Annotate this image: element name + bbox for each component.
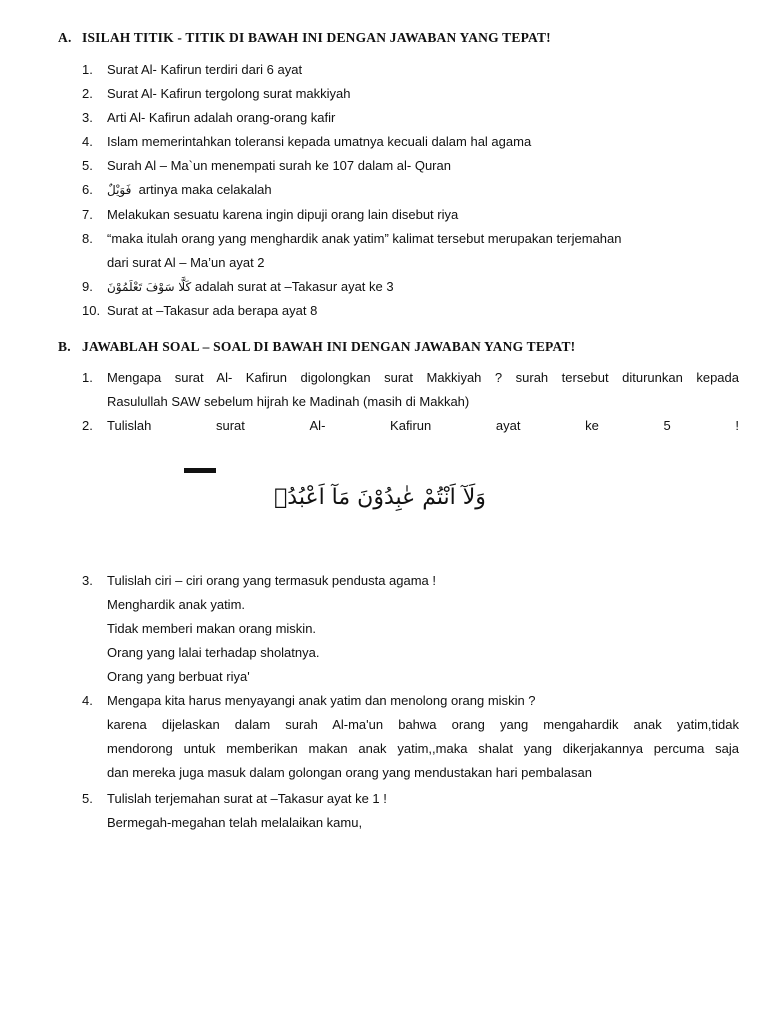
answer-line: Orang yang berbuat riya'	[107, 669, 250, 684]
arabic-verse: وَلَآ اَنْتُمْ عٰبِدُوْنَ مَآ اَعْبُدُۗ	[274, 485, 486, 510]
answer-line: Bermegah-megahan telah melalaikan kamu,	[107, 815, 363, 830]
item-number: 5.	[82, 158, 93, 173]
item-number: 9.	[82, 279, 93, 294]
item-text: Surat Al- Kafirun terdiri dari 6 ayat	[107, 62, 303, 77]
list-item	[82, 62, 302, 78]
item-text: Arti Al- Kafirun adalah orang-orang kafir	[107, 110, 336, 125]
list-item	[82, 207, 458, 223]
question-word: surat	[215, 418, 245, 433]
question-number: 4.	[82, 693, 93, 708]
arabic-word: فَوَيْلٌ	[107, 183, 132, 197]
item-number: 7.	[82, 207, 93, 222]
item-text: “maka itulah orang yang menghardik anak yatim” kalimat tersebut merupakan terjemahan	[107, 231, 622, 246]
question-number: 2.	[82, 418, 93, 433]
item-text: adalah surat at –Takasur ayat ke 3	[194, 279, 394, 294]
question-word: Al-	[309, 418, 326, 433]
question-number: 1.	[82, 370, 93, 385]
item-number: 1.	[82, 62, 93, 77]
question-3	[82, 573, 436, 589]
question-1	[82, 370, 739, 386]
question-text: Tulislah terjemahan surat at –Takasur ayat ke 1 !	[107, 791, 387, 806]
item-number: 6.	[82, 182, 93, 197]
section-a-title: ISILAH TITIK - TITIK DI BAWAH INI DENGAN JAWABAN YANG TEPAT!	[82, 30, 551, 45]
section-b-title: JAWABLAH SOAL – SOAL DI BAWAH INI DENGAN JAWABAN YANG TEPAT!	[82, 339, 576, 354]
question-text: Mengapa surat Al- Kafirun digolongkan surat Makkiyah ? surah tersebut diturunkan kepada	[107, 370, 739, 385]
answer-line: dan mereka juga masuk dalam golongan orang yang mendustakan hari pembalasan	[107, 765, 592, 780]
item-text-continued: dari surat Al – Ma’un ayat 2	[107, 255, 265, 270]
section-b-heading	[58, 339, 575, 355]
section-a-heading	[58, 30, 551, 46]
question-word: Kafirun	[390, 418, 432, 433]
item-number: 8.	[82, 231, 93, 246]
list-item	[82, 134, 531, 150]
item-text: Surah Al – Ma`un menempati surah ke 107 dalam al- Quran	[107, 158, 451, 173]
item-text: Surat Al- Kafirun tergolong surat makkiyah	[107, 86, 351, 101]
question-word: Tulislah	[107, 418, 152, 433]
item-number: 3.	[82, 110, 93, 125]
list-item	[82, 303, 317, 319]
answer-line: Orang yang lalai terhadap sholatnya.	[107, 645, 320, 660]
answer-line: mendorong untuk memberikan makan anak yatim,,maka shalat yang dikerjakannya percuma saja	[107, 741, 739, 756]
answer-line: karena dijelaskan dalam surah Al-ma'un bahwa orang yang mengahardik anak yatim,tidak	[107, 717, 739, 732]
question-text: Tulislah ciri – ciri orang yang termasuk pendusta agama !	[107, 573, 437, 588]
section-b-letter: B.	[58, 339, 71, 354]
arabic-phrase: كَلَّا سَوْفَ تَعْلَمُوْنَ	[107, 280, 192, 294]
list-item	[82, 158, 451, 174]
question-number: 3.	[82, 573, 93, 588]
question-word: ke	[585, 418, 599, 433]
answer-line: Menghardik anak yatim.	[107, 597, 246, 612]
item-text: Surat at –Takasur ada berapa ayat 8	[107, 303, 318, 318]
answer-line: Tidak memberi makan orang miskin.	[107, 621, 317, 636]
question-word: 5	[663, 418, 671, 433]
item-text: artinya maka celakalah	[138, 182, 272, 197]
item-text: Melakukan sesuatu karena ingin dipuji orang lain disebut riya	[107, 207, 459, 222]
question-number: 5.	[82, 791, 93, 806]
question-5	[82, 791, 387, 807]
list-item	[82, 86, 351, 102]
list-item	[82, 110, 335, 126]
section-a-letter: A.	[58, 30, 72, 45]
list-item	[82, 231, 621, 247]
question-4	[82, 693, 536, 709]
question-2	[82, 418, 739, 434]
item-number: 4.	[82, 134, 93, 149]
list-item	[82, 182, 272, 198]
item-number: 10.	[82, 303, 101, 318]
item-text: Islam memerintahkan toleransi kepada umatnya kecuali dalam hal agama	[107, 134, 532, 149]
question-word: ayat	[495, 418, 521, 433]
item-number: 2.	[82, 86, 93, 101]
question-text-continued: Rasulullah SAW sebelum hijrah ke Madinah (masih di Makkah)	[107, 394, 470, 409]
list-item	[82, 279, 394, 295]
dash-mark	[184, 468, 216, 473]
question-word: !	[735, 418, 739, 433]
question-text: Mengapa kita harus menyayangi anak yatim dan menolong orang miskin ?	[107, 693, 536, 708]
